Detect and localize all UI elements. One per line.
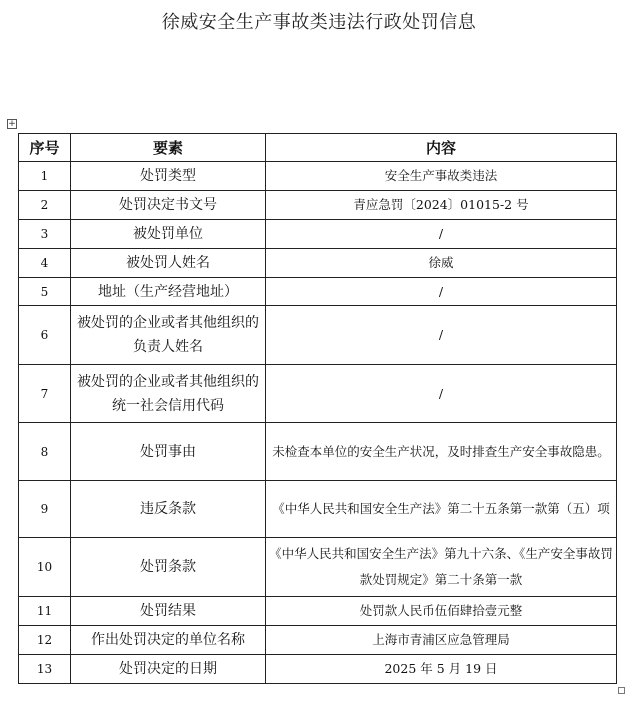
row-index: 12 [19, 626, 71, 655]
row-element: 违反条款 [71, 481, 266, 538]
row-element: 处罚类型 [71, 162, 266, 191]
row-content: / [266, 306, 617, 365]
table-move-handle-icon[interactable]: + [8, 119, 16, 129]
header-content: 内容 [266, 134, 617, 162]
row-index: 4 [19, 249, 71, 278]
penalty-info-table [18, 133, 617, 684]
row-element: 处罚决定书文号 [71, 191, 266, 220]
row-index: 1 [19, 162, 71, 191]
row-index: 6 [19, 306, 71, 365]
row-element: 作出处罚决定的单位名称 [71, 626, 266, 655]
row-index: 10 [19, 538, 71, 597]
table-row [19, 162, 617, 191]
row-content: / [266, 278, 617, 306]
row-content: 青应急罚〔2024〕01015-2 号 [266, 191, 617, 220]
row-element: 被处罚的企业或者其他组织的负责人姓名 [71, 306, 266, 365]
row-content: 上海市青浦区应急管理局 [266, 626, 617, 655]
table-row [19, 481, 617, 538]
table-row [19, 249, 617, 278]
table-row [19, 597, 617, 626]
table-row [19, 423, 617, 481]
table-row [19, 626, 617, 655]
row-content: 徐威 [266, 249, 617, 278]
table-row [19, 306, 617, 365]
row-element: 处罚决定的日期 [71, 655, 266, 684]
row-index: 9 [19, 481, 71, 538]
row-content: 未检查本单位的安全生产状况，及时排查生产安全事故隐患。 [266, 423, 617, 481]
row-content: 《中华人民共和国安全生产法》第二十五条第一款第（五）项 [266, 481, 617, 538]
table-row [19, 538, 617, 597]
header-index: 序号 [19, 134, 71, 162]
row-content: 《中华人民共和国安全生产法》第九十六条、《生产安全事故罚款处罚规定》第二十条第一款 [266, 538, 617, 597]
row-content: / [266, 220, 617, 249]
row-index: 5 [19, 278, 71, 306]
row-index: 7 [19, 365, 71, 423]
row-element: 地址（生产经营地址） [71, 278, 266, 306]
row-content: 2025 年 5 月 19 日 [266, 655, 617, 684]
row-element: 处罚结果 [71, 597, 266, 626]
row-index: 11 [19, 597, 71, 626]
row-index: 13 [19, 655, 71, 684]
row-index: 3 [19, 220, 71, 249]
row-element: 被处罚的企业或者其他组织的统一社会信用代码 [71, 365, 266, 423]
row-element: 处罚条款 [71, 538, 266, 597]
table-row [19, 365, 617, 423]
row-element: 被处罚单位 [71, 220, 266, 249]
row-element: 被处罚人姓名 [71, 249, 266, 278]
header-element: 要素 [71, 134, 266, 162]
table-row [19, 655, 617, 684]
row-index: 8 [19, 423, 71, 481]
row-content: / [266, 365, 617, 423]
table-row [19, 278, 617, 306]
table-header-row [19, 134, 617, 162]
table-resize-handle-icon[interactable] [618, 687, 625, 694]
table-row [19, 220, 617, 249]
row-element: 处罚事由 [71, 423, 266, 481]
row-content: 处罚款人民币伍佰肆拾壹元整 [266, 597, 617, 626]
row-content: 安全生产事故类违法 [266, 162, 617, 191]
row-index: 2 [19, 191, 71, 220]
table-row [19, 191, 617, 220]
page-title: 徐威安全生产事故类违法行政处罚信息 [161, 12, 477, 33]
